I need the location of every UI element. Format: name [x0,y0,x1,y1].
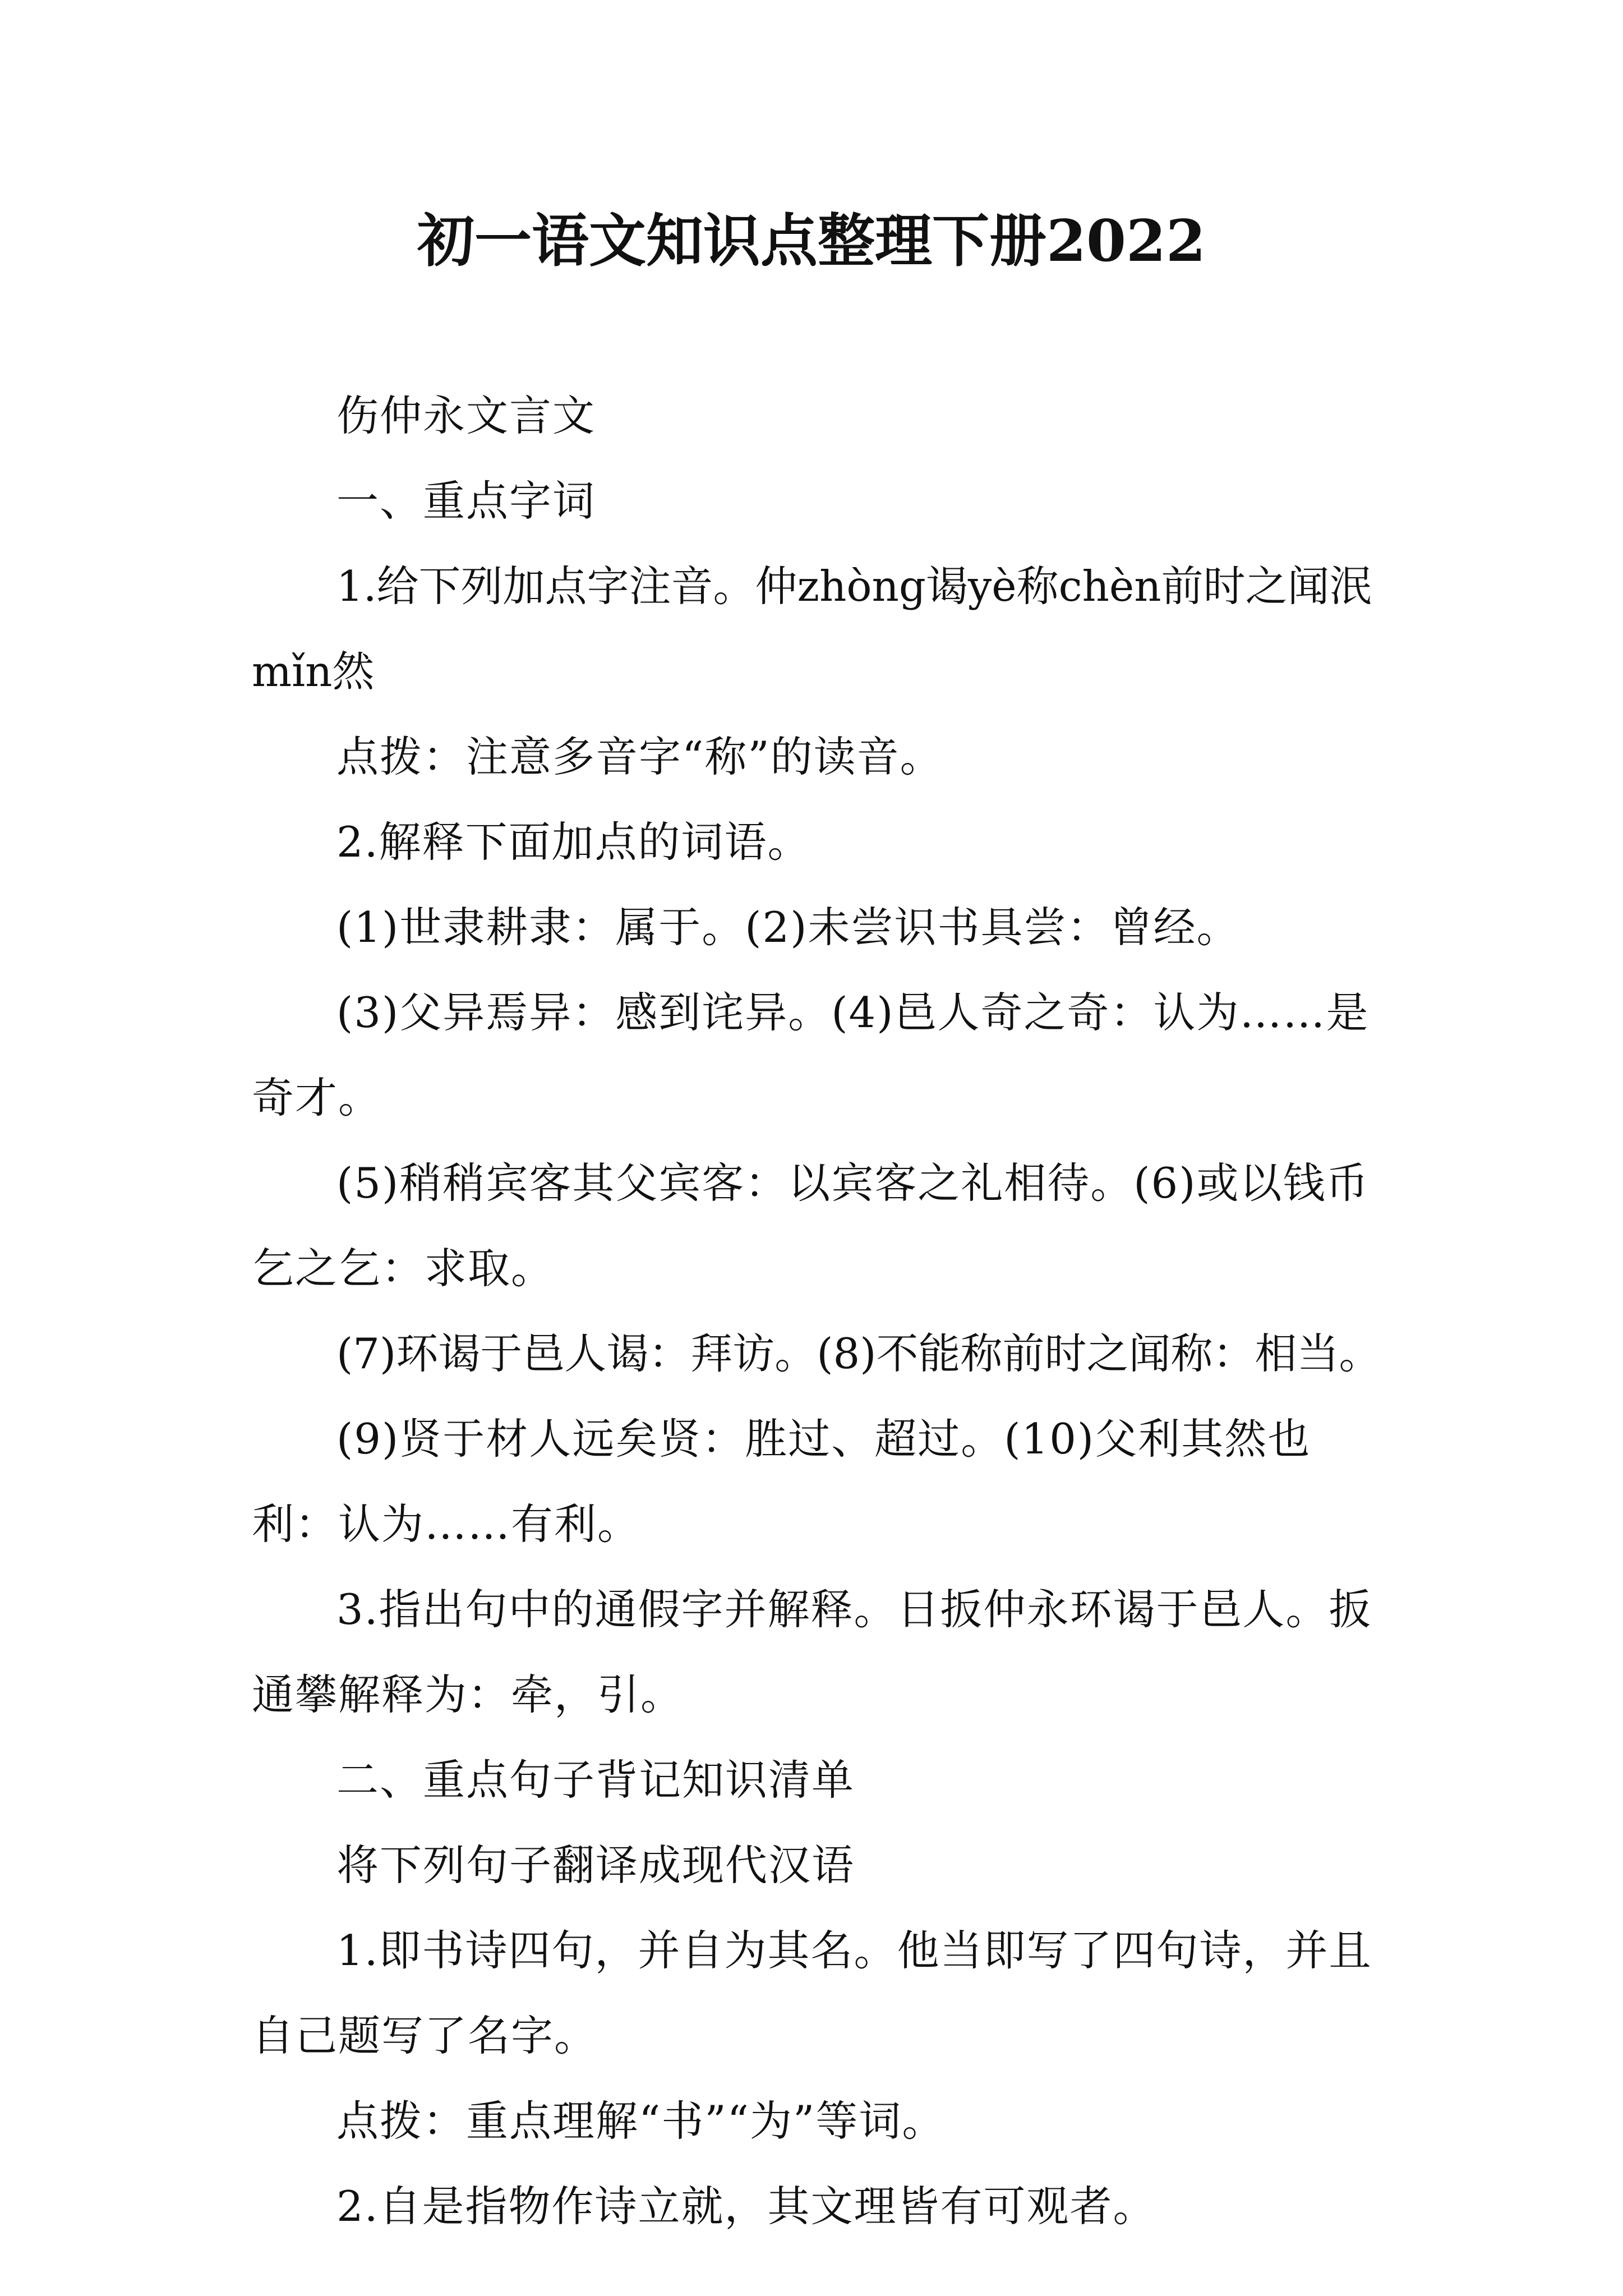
document-body [252,373,1390,2249]
paragraph: (1)世隶耕隶：属于。(2)未尝识书具尝：曾经。 [336,903,1240,952]
paragraph: (7)环谒于邑人谒：拜访。(8)不能称前时之闻称：相当。 [336,1329,1381,1378]
paragraph: 2.自是指物作诗立就，其文理皆有可观者。 [336,2182,1156,2231]
paragraph: 点拨：注意多音字“称”的读音。 [336,732,943,781]
paragraph: 点拨：重点理解“书”“为”等词。 [336,2096,946,2146]
paragraph: (9)贤于材人远矣贤：胜过、超过。(10)父利其然也利：认为……有利。 [252,1414,1311,1549]
paragraph: (5)稍稍宾客其父宾客：以宾客之礼相待。(6)或以钱币乞之乞：求取。 [252,1158,1370,1293]
document-title: 初一语文知识点整理下册2022 [417,208,1206,275]
paragraph: 1.给下列加点字注音。仲zhòng谒yè称chèn前时之闻泯mǐn然 [252,562,1372,696]
paragraph: 1.即书诗四句，并自为其名。他当即写了四句诗，并且自己题写了名字。 [252,1926,1372,2060]
paragraph: 2.解释下面加点的词语。 [336,817,811,867]
paragraph: 3.指出句中的通假字并解释。日扳仲永环谒于邑人。扳通攀解释为：牵，引。 [252,1585,1372,1719]
paragraph: 一、重点字词 [336,476,596,526]
paragraph: 二、重点句子背记知识清单 [336,1755,855,1805]
paragraph: 将下列句子翻译成现代汉语 [336,1841,855,1890]
paragraph: 伤仲永文言文 [336,391,596,440]
paragraph: (3)父异焉异：感到诧异。(4)邑人奇之奇：认为……是奇才。 [252,988,1370,1122]
